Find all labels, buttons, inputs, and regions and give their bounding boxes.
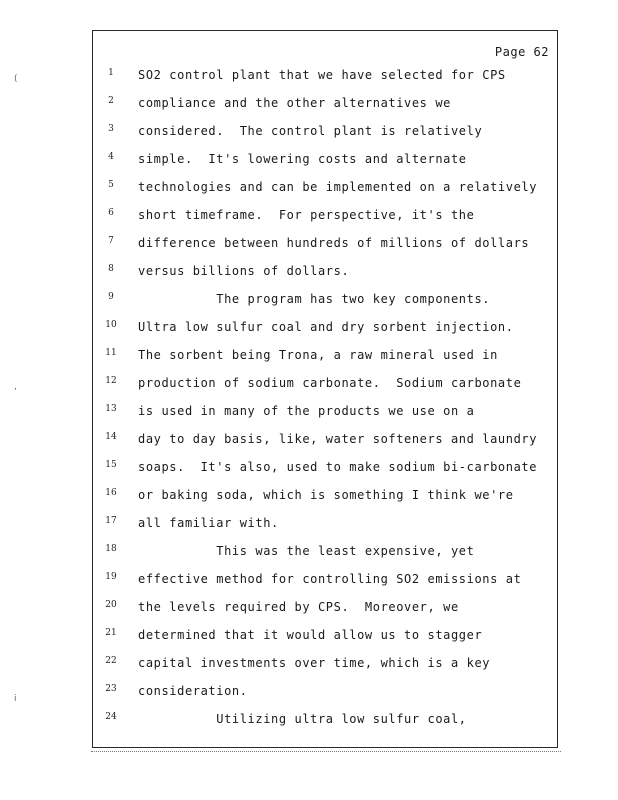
transcript-line: simple. It's lowering costs and alternate (138, 152, 467, 166)
line-number: 11 (105, 348, 117, 358)
line-number: 4 (108, 152, 114, 162)
transcript-line: difference between hundreds of millions of dollars (138, 236, 530, 250)
line-number: 22 (105, 656, 117, 666)
transcript-line: The sorbent being Trona, a raw mineral used in (138, 348, 498, 362)
transcript-line: production of sodium carbonate. Sodium carbonate (138, 376, 522, 390)
line-number: 19 (105, 572, 117, 582)
transcript-line: capital investments over time, which is a key (138, 656, 491, 670)
transcript-line: considered. The control plant is relatively (138, 124, 483, 138)
line-number: 17 (105, 516, 117, 526)
line-number: 23 (105, 684, 117, 694)
transcript-line: soaps. It's also, used to make sodium bi-carbonate (138, 460, 538, 474)
line-number: 8 (108, 264, 114, 274)
line-number: 21 (105, 628, 117, 638)
transcript-line: SO2 control plant that we have selected for CPS (138, 68, 506, 82)
line-number: 9 (108, 292, 114, 302)
transcript-line: This was the least expensive, yet (138, 544, 475, 558)
line-number: 12 (105, 376, 117, 386)
transcript-line: consideration. (138, 684, 248, 698)
transcript-line: the levels required by CPS. Moreover, we (138, 600, 459, 614)
margin-mark-top: ( (14, 74, 18, 84)
line-number: 5 (108, 180, 114, 190)
page-number: Page 62 (494, 45, 549, 59)
transcript-line: or baking soda, which is something I think we're (138, 488, 514, 502)
line-number: 1 (108, 68, 114, 78)
line-number: 13 (105, 404, 117, 414)
transcript-line: effective method for controlling SO2 emissions at (138, 572, 522, 586)
line-number: 16 (105, 488, 117, 498)
line-number: 10 (105, 320, 117, 330)
margin-mark-middle: , (14, 382, 17, 392)
line-number: 6 (108, 208, 114, 218)
line-number: 15 (105, 460, 117, 470)
line-number: 20 (105, 600, 117, 610)
transcript-line: is used in many of the products we use on a (138, 404, 475, 418)
transcript-line: Utilizing ultra low sulfur coal, (138, 712, 467, 726)
transcript-line: day to day basis, like, water softeners and laundry (138, 432, 538, 446)
margin-mark-bottom: i (14, 694, 17, 704)
transcript-line: short timeframe. For perspective, it's the (138, 208, 475, 222)
line-number: 3 (108, 124, 114, 134)
line-number: 2 (108, 96, 114, 106)
transcript-line: Ultra low sulfur coal and dry sorbent injection. (138, 320, 514, 334)
transcript-line: compliance and the other alternatives we (138, 96, 451, 110)
line-number: 18 (105, 544, 117, 554)
line-number: 24 (105, 712, 117, 722)
line-number: 14 (105, 432, 117, 442)
transcript-line: all familiar with. (138, 516, 279, 530)
transcript-line: determined that it would allow us to stagger (138, 628, 483, 642)
line-number: 7 (108, 236, 114, 246)
transcript-line: versus billions of dollars. (138, 264, 350, 278)
transcript-line: The program has two key components. (138, 292, 491, 306)
transcript-line: technologies and can be implemented on a relatively (138, 180, 538, 194)
